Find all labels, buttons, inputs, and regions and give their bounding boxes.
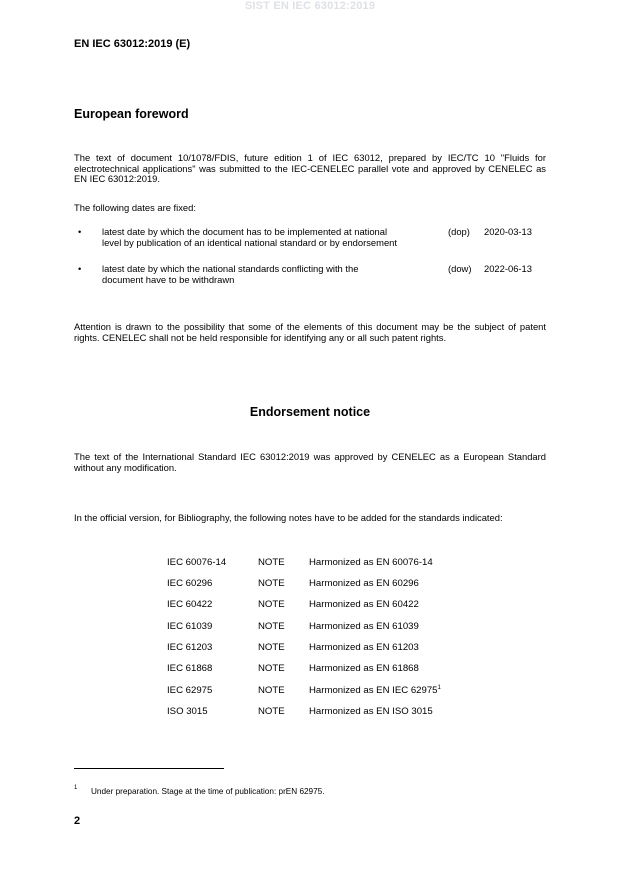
harmonized-text: Harmonized as EN 61868 <box>309 663 419 674</box>
footnote-text: Under preparation. Stage at the time of publication: prEN 62975. <box>91 787 325 796</box>
dates-intro: The following dates are fixed: <box>74 202 196 213</box>
date-description: latest date by which the national standards conflicting with the document have to be withdrawn <box>102 263 359 285</box>
harmonized-text: Harmonized as EN 61203 <box>309 642 419 653</box>
footnote-ref[interactable]: 1 <box>437 685 441 691</box>
date-description: latest date by which the document has to be implemented at national level by publication of an identical national standard or by endorsement <box>102 226 397 248</box>
note-label: NOTE <box>258 685 285 696</box>
note-label: NOTE <box>258 663 285 674</box>
date-item-dow <box>74 264 546 286</box>
foreword-heading: European foreword <box>74 107 189 121</box>
endorsement-heading: Endorsement notice <box>249 405 371 419</box>
standard-ref: IEC 60296 <box>167 578 213 589</box>
harmonized-text: Harmonized as EN 60422 <box>309 599 419 610</box>
standard-ref: IEC 61868 <box>167 663 213 674</box>
endorsement-text: The text of the International Standard IEC 63012:2019 was approved by CENELEC as a European Standard without any modification. <box>74 451 546 473</box>
note-label: NOTE <box>258 599 285 610</box>
standard-ref: IEC 60076-14 <box>167 557 227 568</box>
note-label: NOTE <box>258 578 285 589</box>
date-value: 2020-03-13 <box>484 226 532 237</box>
standard-ref: IEC 61039 <box>167 621 213 632</box>
harmonized-text: Harmonized as EN 60076-14 <box>309 557 433 568</box>
date-code: (dop) <box>448 226 470 237</box>
harmonized-text: Harmonized as EN 60296 <box>309 578 419 589</box>
footnote-divider <box>74 768 224 769</box>
date-item-dop <box>74 227 546 249</box>
standard-ref: ISO 3015 <box>167 706 208 717</box>
bullet: • <box>78 263 82 274</box>
standard-ref: IEC 61203 <box>167 642 213 653</box>
patent-attention: Attention is drawn to the possibility that some of the elements of this document may be the subject of patent rights. CENELEC shall not be held responsible for identifying any or all such patent rights. <box>74 321 546 343</box>
watermark: SIST EN IEC 63012:2019 <box>244 0 376 12</box>
note-label: NOTE <box>258 706 285 717</box>
harmonized-text: Harmonized as EN 61039 <box>309 621 419 632</box>
standard-ref: IEC 60422 <box>167 599 213 610</box>
bibliography-intro: In the official version, for Bibliography, the following notes have to be added for the standards indicated: <box>74 512 503 523</box>
standard-ref: IEC 62975 <box>167 685 213 696</box>
note-label: NOTE <box>258 621 285 632</box>
document-id: EN IEC 63012:2019 (E) <box>74 38 191 50</box>
note-label: NOTE <box>258 557 285 568</box>
note-label: NOTE <box>258 642 285 653</box>
foreword-intro: The text of document 10/1078/FDIS, future edition 1 of IEC 63012, prepared by IEC/TC 10 "Fluids for electrotechnical applications" was submitted to the IEC-CENELEC parallel vote and approved by CENELEC as EN IEC 63012:2019. <box>74 152 546 185</box>
bullet: • <box>78 226 82 237</box>
harmonized-text: Harmonized as EN ISO 3015 <box>309 706 433 717</box>
harmonized-text: Harmonized as EN IEC 62975$^1$ <box>309 685 441 696</box>
page-number: 2 <box>74 815 81 827</box>
date-value: 2022-06-13 <box>484 263 532 274</box>
date-code: (dow) <box>448 263 472 274</box>
footnote-mark: 1 <box>74 785 78 791</box>
